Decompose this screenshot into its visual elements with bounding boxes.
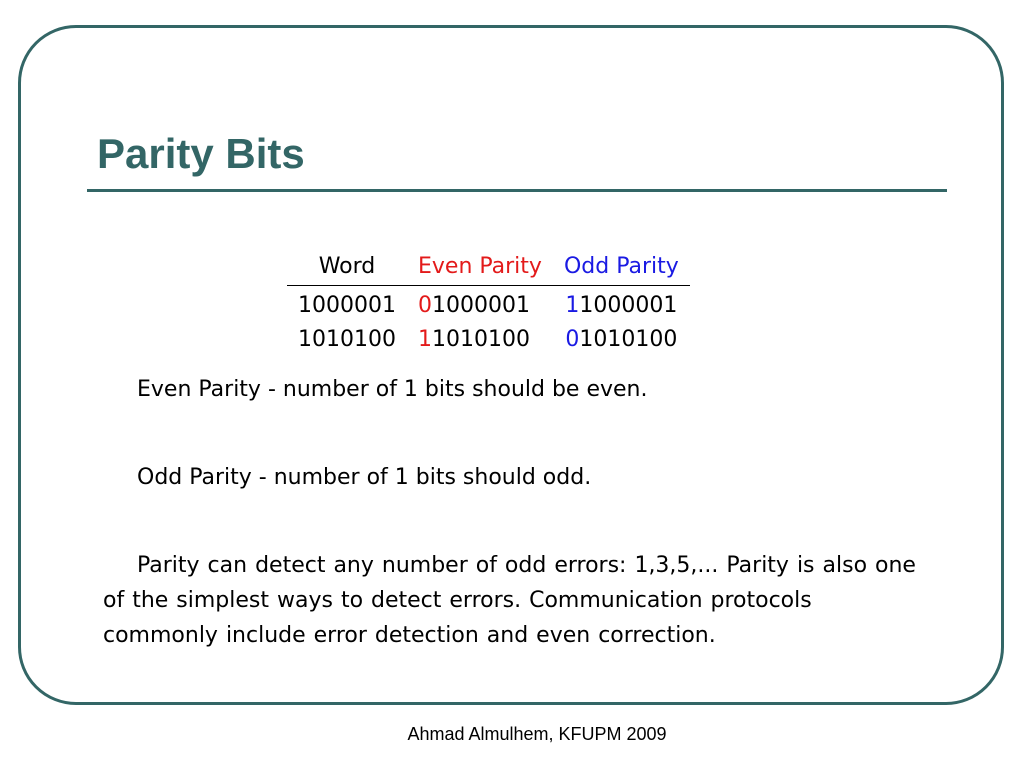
parity-table — [287, 250, 690, 354]
word-cell: 1000001 — [298, 293, 396, 318]
odd-parity-cell — [553, 320, 690, 354]
odd-parity-cell — [553, 286, 690, 321]
word-cell: 1010100 — [298, 327, 396, 352]
even-parity-definition: Even Parity - number of 1 bits should be even. — [137, 377, 648, 402]
table-row — [287, 286, 690, 321]
parity-detection-paragraph: Parity can detect any number of odd errors: 1,3,5,... Parity is also one of the simplest ways to detect errors. Communication protocols commonly include error detection and even correction. — [103, 553, 916, 648]
odd-parity-word: 1010100 — [579, 327, 678, 352]
even-parity-bit: 1 — [417, 327, 432, 352]
even-parity-word: 1010100 — [431, 327, 530, 352]
odd-parity-bit: 0 — [565, 327, 580, 352]
even-parity-bit: 0 — [417, 293, 432, 318]
title-divider — [87, 189, 947, 192]
odd-parity-bit: 1 — [565, 293, 580, 318]
header-even-parity: Even Parity — [407, 250, 553, 286]
odd-parity-definition: Odd Parity - number of 1 bits should odd. — [137, 465, 592, 490]
odd-parity-word: 1000001 — [579, 293, 678, 318]
slide-title: Parity Bits — [97, 130, 305, 177]
even-parity-word: 1000001 — [431, 293, 530, 318]
header-odd-parity: Odd Parity — [553, 250, 690, 286]
table-row — [287, 320, 690, 354]
header-word: Word — [287, 250, 407, 286]
even-parity-cell — [407, 320, 553, 354]
even-parity-cell — [407, 286, 553, 321]
table-header-row — [287, 250, 690, 286]
slide-footer: Ahmad Almulhem, KFUPM 2009 — [407, 724, 667, 744]
